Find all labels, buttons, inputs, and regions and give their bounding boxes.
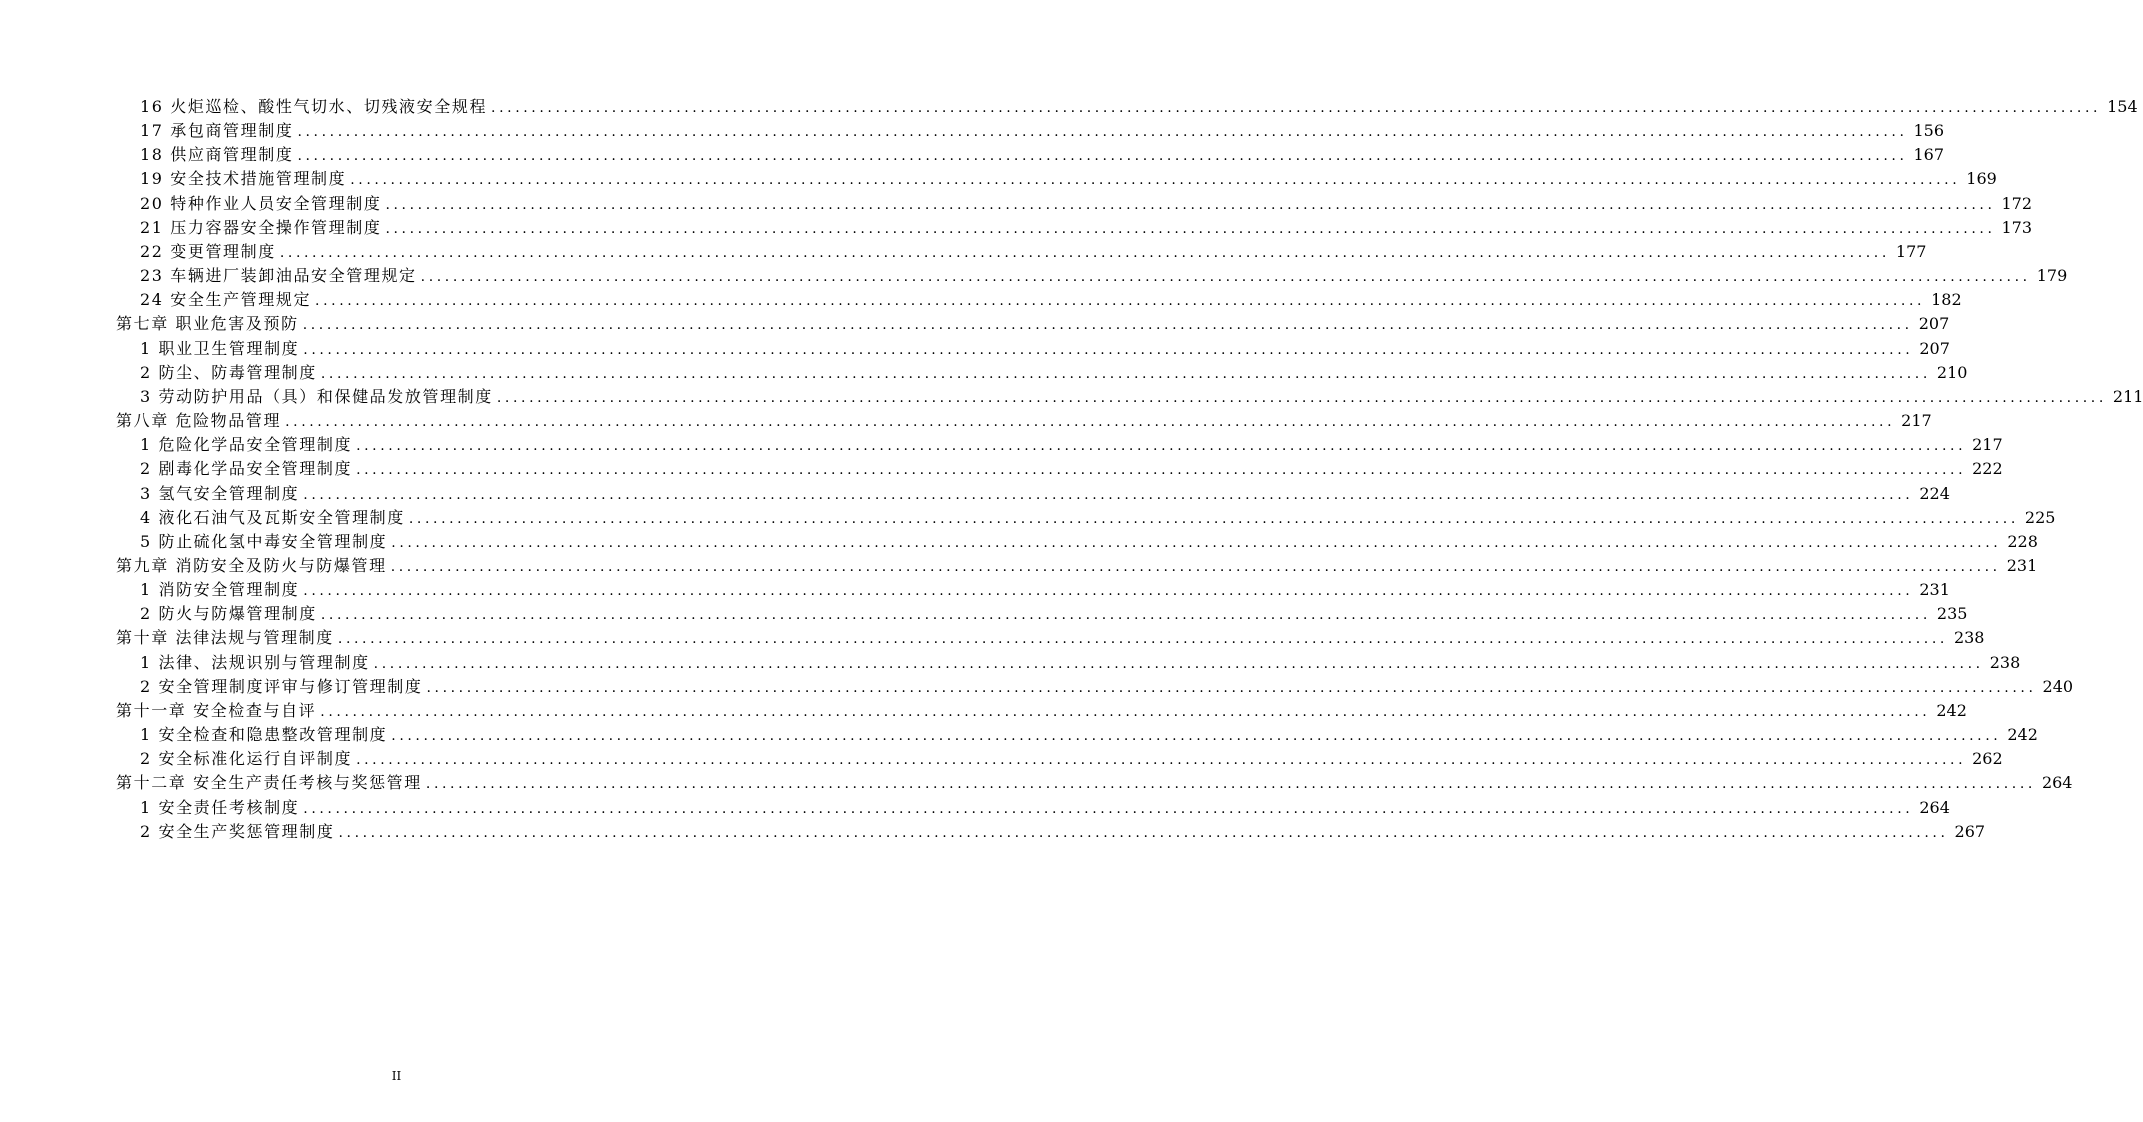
toc-entry-title: 第十二章 安全生产责任考核与奖惩管理 [116,773,422,793]
toc-entry-title: 16 火炬巡检、酸性气切水、切残液安全规程 [140,97,488,116]
toc-section-entry[interactable] [116,240,1927,264]
toc-entry-title: 17 承包商管理制度 [140,121,294,141]
toc-entry-title: 21 压力容器安全操作管理制度 [140,217,382,237]
toc-section-entry[interactable] [116,361,1968,385]
toc-section-entry[interactable] [116,264,2068,288]
toc-entry-page: 240 [2042,676,2074,696]
toc-dot-leader: ........................................................................................................................................................................................................ [385,196,1996,213]
toc-dot-leader: ........................................................................................................................................................................................................ [408,510,2019,527]
toc-entry-page: 182 [1931,290,1962,310]
toc-entry-title: 18 供应商管理制度 [140,145,294,165]
page-number: II [391,1069,402,1083]
toc-section-entry[interactable] [116,95,2138,119]
toc-chapter-entry[interactable] [116,771,2073,795]
toc-entry-page: 217 [1972,435,2003,455]
toc-section-entry[interactable] [116,578,1950,602]
toc-dot-leader: ........................................................................................................................................................................................................ [425,776,2036,793]
toc-entry-page: 235 [1936,604,1968,624]
toc-section-entry[interactable] [116,119,1945,143]
toc-entry-page: 173 [2001,217,2033,237]
toc-entry-page: 262 [1972,749,2003,769]
toc-entry-title: 2 防火与防爆管理制度 [140,604,317,624]
toc-dot-leader: ........................................................................................................................................................................................................ [426,679,2037,696]
toc-chapter-entry[interactable] [116,626,1985,650]
toc-entry-title: 第八章 危险物品管理 [116,411,282,431]
toc-dot-leader: ........................................................................................................................................................................................................ [320,607,1931,624]
toc-entry-page: 211 [2112,386,2143,406]
toc-dot-leader: ........................................................................................................................................................................................................ [350,172,1961,189]
toc-entry-title: 2 防尘、防毒管理制度 [140,362,317,382]
toc-dot-leader: ........................................................................................................................................................................................................ [391,534,2002,551]
toc-section-entry[interactable] [116,506,2056,530]
toc-dot-leader: ........................................................................................................................................................................................................ [303,800,1914,817]
toc-section-entry[interactable] [116,167,1997,191]
toc-dot-leader: ........................................................................................................................................................................................................ [356,438,1967,455]
toc-dot-leader: ........................................................................................................................................................................................................ [303,486,1914,503]
toc-entry-title: 1 职业卫生管理制度 [140,338,300,358]
toc-dot-leader: ........................................................................................................................................................................................................ [297,148,1908,165]
toc-entry-page: 264 [1919,797,1950,817]
toc-entry-page: 238 [1989,652,2021,672]
toc-entry-title: 1 安全检查和隐患整改管理制度 [140,725,388,745]
toc-section-entry[interactable] [116,747,2003,771]
toc-section-entry[interactable] [116,723,2038,747]
toc-entry-page: 238 [1953,628,1985,648]
toc-entry-page: 231 [1919,580,1950,600]
toc-entry-title: 22 变更管理制度 [140,241,276,261]
toc-entry-title: 第七章 职业危害及预防 [116,314,299,334]
toc-section-entry[interactable] [116,433,2003,457]
toc-chapter-entry[interactable] [116,409,1932,433]
toc-entry-title: 2 安全标准化运行自评制度 [140,749,353,769]
toc-entry-title: 1 安全责任考核制度 [140,797,300,817]
toc-entry-title: 20 特种作业人员安全管理制度 [140,193,382,213]
toc-entry-title: 1 消防安全管理制度 [140,580,300,600]
toc-entry-title: 4 液化石油气及瓦斯安全管理制度 [140,507,405,527]
toc-section-entry[interactable] [116,457,2003,481]
toc-dot-leader: ........................................................................................................................................................................................................ [303,583,1914,600]
toc-dot-leader: ........................................................................................................................................................................................................ [303,341,1914,358]
toc-entry-page: 207 [1919,338,1950,358]
toc-entry-title: 2 安全生产奖惩管理制度 [140,821,335,841]
toc-entry-page: 224 [1919,483,1950,503]
toc-entry-title: 23 车辆进厂装卸油品安全管理规定 [140,266,417,286]
toc-section-entry[interactable] [116,602,1968,626]
toc-section-entry[interactable] [116,796,1950,820]
toc-entry-title: 3 劳动防护用品（具）和保健品发放管理制度 [140,386,493,406]
toc-entry-title: 2 剧毒化学品安全管理制度 [140,459,353,479]
toc-dot-leader: ........................................................................................................................................................................................................ [356,462,1967,479]
toc-entry-page: 179 [2036,266,2068,286]
toc-entry-title: 3 氢气安全管理制度 [140,483,300,503]
toc-dot-leader: ........................................................................................................................................................................................................ [496,389,2107,406]
toc-entry-title: 2 安全管理制度评审与修订管理制度 [140,676,423,696]
toc-entry-page: 264 [2041,773,2073,793]
toc-entry-title: 第十一章 安全检查与自评 [116,700,317,720]
toc-dot-leader: ........................................................................................................................................................................................................ [302,317,1913,334]
toc-entry-title: 第九章 消防安全及防火与防爆管理 [116,555,387,575]
toc-entry-title: 5 防止硫化氢中毒安全管理制度 [140,531,388,551]
toc-dot-leader: ........................................................................................................................................................................................................ [390,558,2001,575]
table-of-contents [116,95,2143,844]
toc-section-entry[interactable] [116,675,2074,699]
toc-section-entry[interactable] [116,216,2033,240]
toc-section-entry[interactable] [116,530,2038,554]
toc-dot-leader: ........................................................................................................................................................................................................ [391,728,2002,745]
toc-entry-page: 172 [2001,193,2033,213]
toc-entry-page: 156 [1913,121,1945,141]
toc-section-entry[interactable] [116,143,1945,167]
toc-dot-leader: ........................................................................................................................................................................................................ [320,703,1931,720]
toc-dot-leader: ........................................................................................................................................................................................................ [356,752,1967,769]
toc-dot-leader: ........................................................................................................................................................................................................ [315,293,1926,310]
toc-entry-page: 217 [1901,411,1932,431]
toc-entry-page: 169 [1966,169,1997,189]
toc-section-entry[interactable] [116,192,2033,216]
toc-section-entry[interactable] [116,337,1950,361]
toc-entry-page: 231 [2006,555,2038,575]
toc-entry-page: 167 [1913,145,1945,165]
toc-entry-page: 207 [1918,314,1950,334]
toc-entry-title: 第十章 法律法规与管理制度 [116,628,334,648]
toc-entry-page: 267 [1954,821,1986,841]
toc-entry-page: 242 [2007,725,2038,745]
toc-dot-leader: ........................................................................................................................................................................................................ [373,655,1984,672]
toc-section-entry[interactable] [116,820,1986,844]
toc-entry-title: 19 安全技术措施管理制度 [140,169,347,189]
toc-dot-leader: ........................................................................................................................................................................................................ [338,824,1949,841]
toc-section-entry[interactable] [116,385,2143,409]
toc-entry-page: 177 [1895,241,1927,261]
toc-entry-title: 1 法律、法规识别与管理制度 [140,652,370,672]
toc-dot-leader: ........................................................................................................................................................................................................ [297,124,1908,141]
toc-section-entry[interactable] [116,482,1950,506]
toc-entry-page: 154 [2107,97,2138,116]
toc-dot-leader: ........................................................................................................................................................................................................ [491,100,2102,116]
toc-dot-leader: ........................................................................................................................................................................................................ [337,631,1948,648]
toc-entry-page: 210 [1936,362,1968,382]
toc-entry-page: 242 [1936,700,1967,720]
toc-section-entry[interactable] [116,651,2021,675]
toc-dot-leader: ........................................................................................................................................................................................................ [285,414,1896,431]
toc-entry-page: 222 [1972,459,2003,479]
toc-section-entry[interactable] [116,288,1962,312]
toc-dot-leader: ........................................................................................................................................................................................................ [385,220,1996,237]
toc-entry-page: 228 [2007,531,2038,551]
toc-dot-leader: ........................................................................................................................................................................................................ [279,244,1890,261]
toc-chapter-entry[interactable] [116,554,2038,578]
toc-dot-leader: ........................................................................................................................................................................................................ [320,365,1931,382]
toc-chapter-entry[interactable] [116,699,1967,723]
toc-entry-title: 24 安全生产管理规定 [140,290,312,310]
toc-entry-title: 1 危险化学品安全管理制度 [140,435,353,455]
toc-entry-page: 225 [2024,507,2056,527]
toc-chapter-entry[interactable] [116,312,1950,336]
toc-dot-leader: ........................................................................................................................................................................................................ [420,269,2031,286]
